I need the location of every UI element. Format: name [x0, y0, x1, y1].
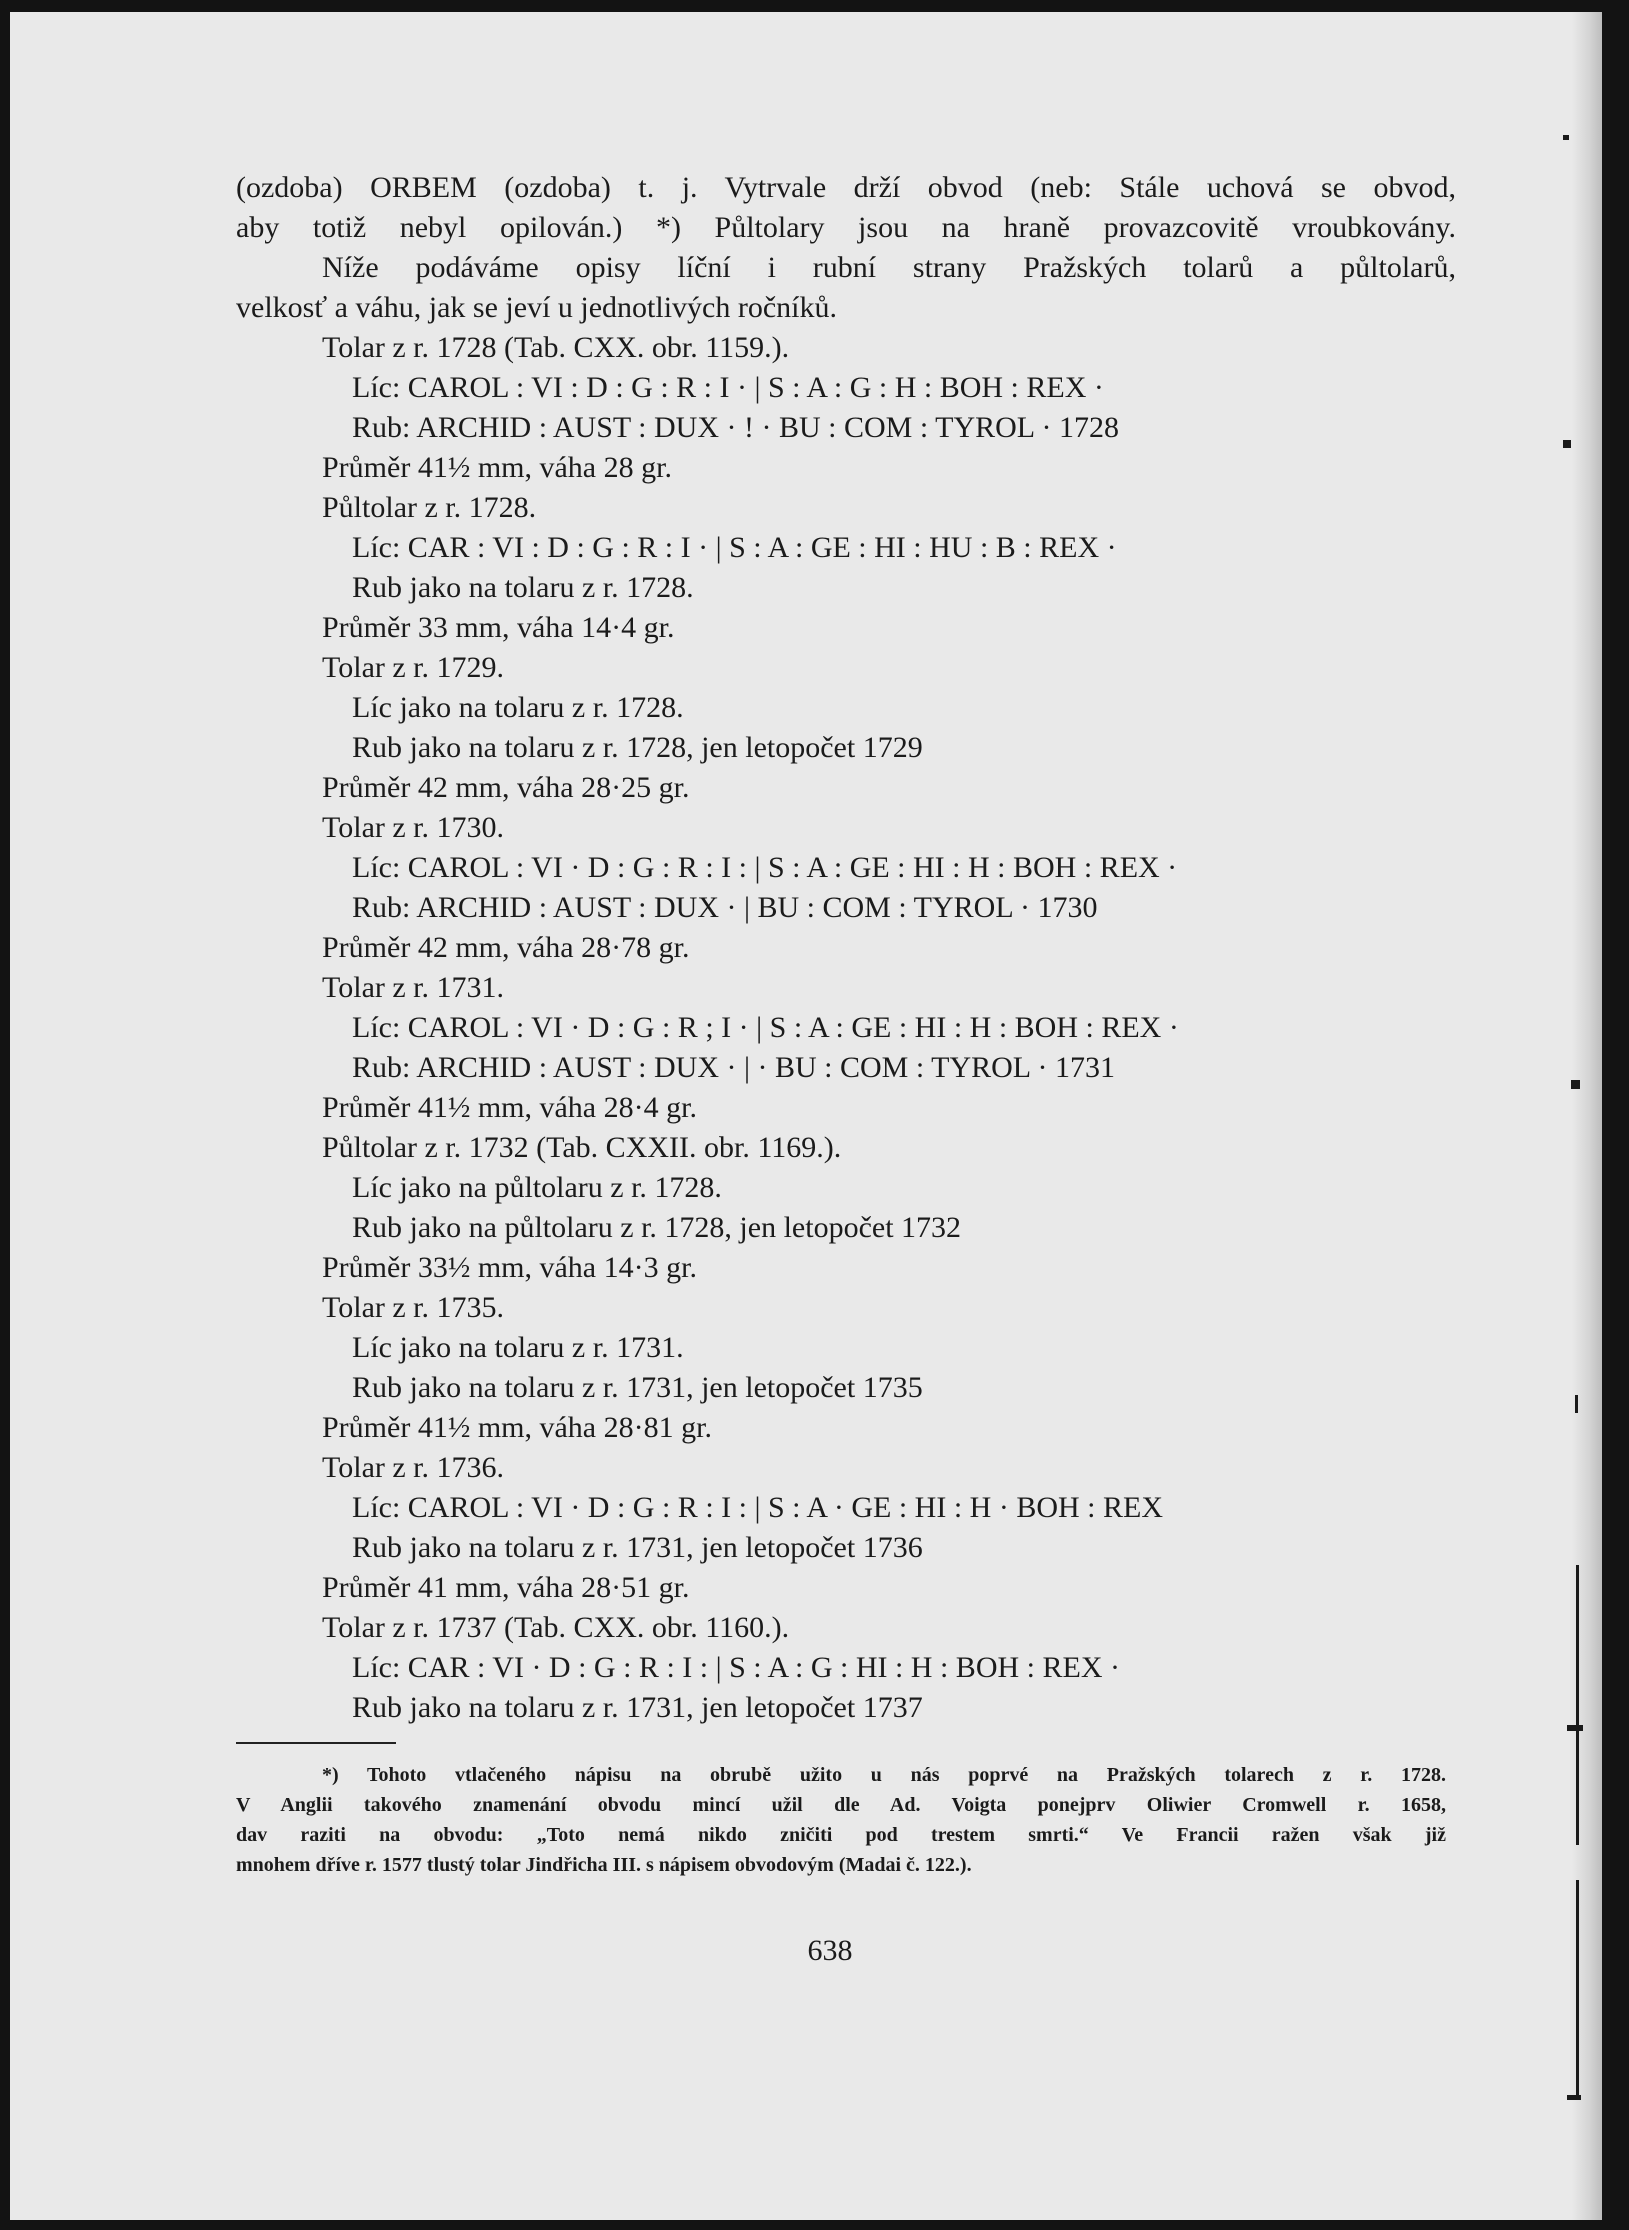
text-line: Tolar z r. 1737 (Tab. CXX. obr. 1160.).	[322, 1611, 790, 1644]
text-line: Rub jako na tolaru z r. 1731, jen letopočet 1736	[352, 1531, 923, 1564]
text-line: Průměr 41½ mm, váha 28 gr.	[322, 451, 672, 484]
footnote-line: mnohem dříve r. 1577 tlustý tolar Jindřicha III. s nápisem obvodovým (Madai č. 122.).	[236, 1854, 972, 1876]
text-line: Rub jako na tolaru z r. 1728, jen letopočet 1729	[352, 731, 923, 764]
text-line: Průměr 33 mm, váha 14·4 gr.	[322, 611, 675, 644]
scan-mark	[1575, 1395, 1578, 1413]
scan-mark	[1571, 1080, 1580, 1089]
footnote	[236, 1760, 1446, 1880]
text-line: Průměr 41½ mm, váha 28·81 gr.	[322, 1411, 712, 1444]
scan-mark	[1567, 2095, 1581, 2100]
text-line: Rub: ARCHID : AUST : DUX · | · BU : COM : TYROL · 1731	[352, 1051, 1116, 1084]
text-line: Tolar z r. 1736.	[322, 1451, 505, 1484]
text-line: Tolar z r. 1730.	[322, 811, 505, 844]
page-number: 638	[807, 1934, 853, 1967]
scan-mark	[1576, 1880, 1579, 2100]
footnote-line: dav raziti na obvodu: „Toto nemá nikdo zničiti pod trestem smrti.“ Ve Francii ražen však již	[236, 1824, 1446, 1846]
text-line: Průměr 41½ mm, váha 28·4 gr.	[322, 1091, 697, 1124]
scan-mark	[1563, 440, 1571, 448]
text-line: Průměr 41 mm, váha 28·51 gr.	[322, 1571, 690, 1604]
text-line: Líc jako na půltolaru z r. 1728.	[352, 1171, 722, 1204]
text-line: Rub: ARCHID : AUST : DUX · | BU : COM : TYROL · 1730	[352, 891, 1098, 924]
text-line: Rub jako na tolaru z r. 1731, jen letopočet 1735	[352, 1371, 923, 1404]
text-line: Rub: ARCHID : AUST : DUX · ! · BU : COM : TYROL · 1728	[352, 411, 1119, 444]
text-line: (ozdoba) ORBEM (ozdoba) t. j. Vytrvale drží obvod (neb: Stále uchová se obvod,	[236, 171, 1456, 204]
text-line: Líc: CAROL : VI · D : G : R : I : | S : A · GE : HI : H · BOH : REX	[352, 1491, 1163, 1524]
scan-mark	[1567, 1725, 1583, 1731]
text-line: Rub jako na půltolaru z r. 1728, jen letopočet 1732	[352, 1211, 962, 1244]
text-line: Půltolar z r. 1728.	[322, 491, 537, 524]
text-line: Rub jako na tolaru z r. 1731, jen letopočet 1737	[352, 1691, 923, 1724]
text-line: Tolar z r. 1735.	[322, 1291, 505, 1324]
footnote-line: V Anglii takového znamenání obvodu mincí užil dle Ad. Voigta ponejprv Oliwier Cromwell r. 1658,	[236, 1794, 1446, 1816]
text-line: Tolar z r. 1728 (Tab. CXX. obr. 1159.).	[322, 331, 790, 364]
text-line: Průměr 42 mm, váha 28·25 gr.	[322, 771, 690, 804]
text-line: Půltolar z r. 1732 (Tab. CXXII. obr. 1169.).	[322, 1131, 842, 1164]
text-line: Líc: CAR : VI : D : G : R : I · | S : A : GE : HI : HU : B : REX ·	[352, 531, 1117, 564]
text-line: Líc jako na tolaru z r. 1728.	[352, 691, 684, 724]
text-line: Tolar z r. 1731.	[322, 971, 505, 1004]
text-line: Líc: CAROL : VI · D : G : R : I : | S : A : GE : HI : H : BOH : REX ·	[352, 851, 1178, 884]
text-line: Rub jako na tolaru z r. 1728.	[352, 571, 694, 604]
text-line: Tolar z r. 1729.	[322, 651, 505, 684]
text-line: Průměr 42 mm, váha 28·78 gr.	[322, 931, 690, 964]
text-line: velkosť a váhu, jak se jeví u jednotlivých ročníků.	[236, 291, 838, 324]
text-line: Líc: CAROL : VI · D : G : R ; I · | S : A : GE : HI : H : BOH : REX ·	[352, 1011, 1179, 1044]
text-line: Líc: CAR : VI · D : G : R : I : | S : A : G : HI : H : BOH : REX ·	[352, 1651, 1120, 1684]
text-line: Líc jako na tolaru z r. 1731.	[352, 1331, 684, 1364]
scan-mark	[1576, 1565, 1579, 1845]
scan-mark	[1563, 135, 1569, 140]
text-line: Průměr 33½ mm, váha 14·3 gr.	[322, 1251, 697, 1284]
main-text	[236, 168, 1456, 1728]
text-line: Líc: CAROL : VI : D : G : R : I · | S : A : G : H : BOH : REX ·	[352, 371, 1104, 404]
footnote-line: *) Tohoto vtlačeného nápisu na obrubě užito u nás poprvé na Pražských tolarech z r. 1728.	[322, 1764, 1446, 1786]
text-line: Níže podáváme opisy líční i rubní strany Pražských tolarů a půltolarů,	[322, 251, 1456, 284]
text-line: aby totiž nebyl opilován.) *) Půltolary jsou na hraně provazcovitě vroubkovány.	[236, 211, 1456, 244]
footnote-rule	[236, 1742, 396, 1744]
